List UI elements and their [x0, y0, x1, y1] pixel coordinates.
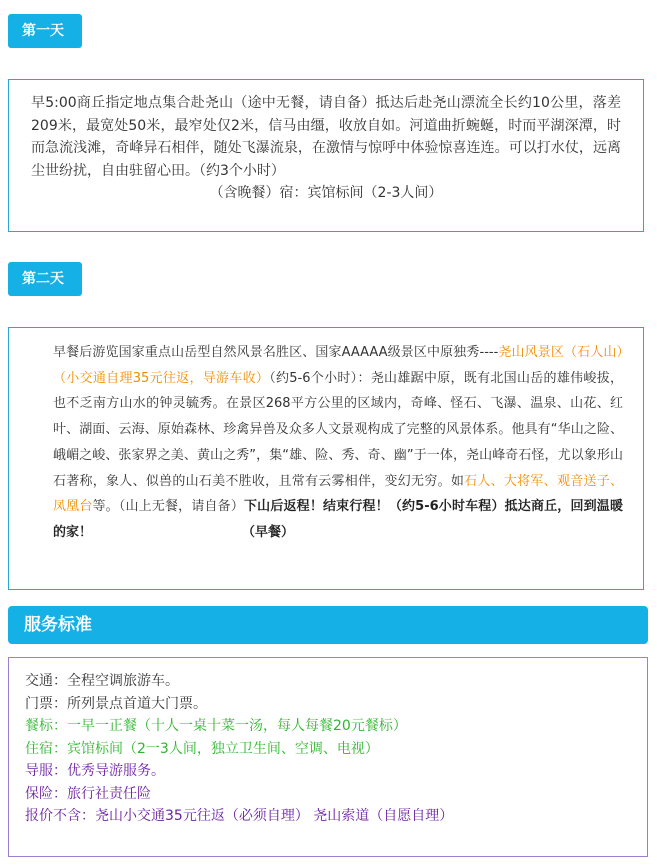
service-guide: 导服：优秀导游服务。 — [25, 763, 165, 779]
service-transport: 交通：全程空调旅游车。 — [25, 673, 179, 689]
day1-itinerary-box — [8, 79, 644, 232]
day2-itinerary-box — [8, 327, 644, 590]
day2-tag: 第二天 — [8, 262, 82, 296]
day2-meal: （早餐） — [242, 524, 295, 540]
day2-scenic-area: 尧山风景区（石人山）（小交通自理35元往返，导游车收） — [53, 345, 623, 386]
day2-return: 下山后返程！结束行程！（约5-6小时车程）抵达商丘，回到温暖的家！ — [53, 499, 623, 540]
service-excluded: 报价不含：尧山小交通35元往返（必须自理） 尧山索道（自愿自理） — [25, 808, 454, 824]
day1-meal-lodging: （含晚餐）宿：宾馆标间（2-3人间） — [209, 185, 443, 201]
day2-highlights: 石人、大将军、观音送子、凤凰台 — [53, 473, 623, 515]
day2-text-body: （约5-6个小时）：尧山雄踞中原，既有北国山岳的雄伟峻拔，也不乏南方山水的钟灵毓秀。在景区268平方公里的区域内，奇峰、怪石、飞瀑、温泉、山花、红叶、湖面、云海、原始森林、珍禽异兽及众多人文景观构成了完整的风景体系。他具有“华山之险、峨嵋之峻、张家界之美、黄山之秀”，集“雄、险、秀、奇、幽”于一体，尧山峰奇石怪，尤以象形山石著称，象人、似兽的山石美不胜收，且常有云雾相伴，变幻无穷。如 — [53, 370, 624, 489]
day2-text-note: 等。（山上无餐，请自备） — [92, 499, 244, 515]
day1-description — [31, 92, 621, 205]
day2-text-intro: 早餐后游览国家重点山岳型自然风景名胜区、国家AAAAA级景区中原独秀---- — [53, 345, 499, 360]
service-insurance: 保险：旅行社责任险 — [25, 785, 151, 802]
service-standard-header: 服务标准 — [8, 606, 648, 644]
service-lodging: 住宿：宾馆标间（2一3人间，独立卫生间、空调、电视） — [25, 740, 379, 757]
service-standard-box — [8, 657, 648, 857]
day1-text: 早5:00商丘指定地点集合赴尧山（途中无餐，请自备）抵达后赴尧山漂流全长约10公里，落差209米，最宽处50米，最窄处仅2米，信马由缰，收放自如。河道曲折蜿蜒，时而平湖深潭，时而急流浅滩，奇峰异石相伴，随处飞瀑流泉，在激情与惊呼中体验惊喜连连。可以打水仗，远离尘世纷扰，自由驻留心田。（约3个小时） — [31, 95, 621, 179]
day2-description — [53, 340, 623, 546]
service-meals: 餐标：一早一正餐（十人一桌十菜一汤，每人每餐20元餐标） — [25, 718, 407, 734]
day1-tag: 第一天 — [8, 14, 82, 48]
service-tickets: 门票：所列景点首道大门票。 — [25, 695, 207, 712]
